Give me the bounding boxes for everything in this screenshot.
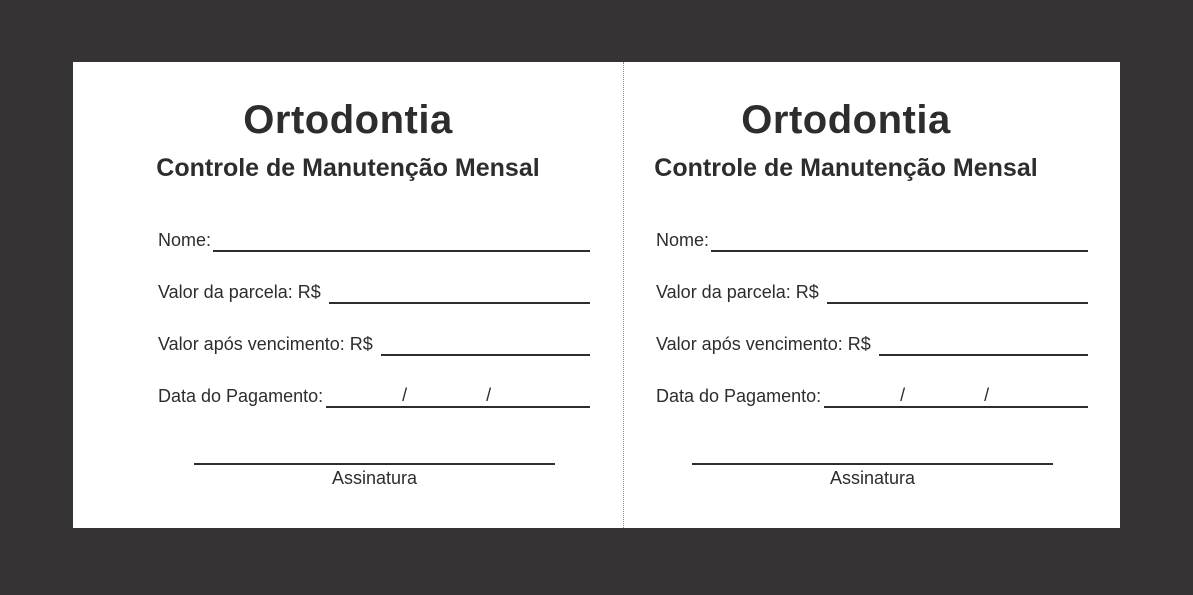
slip-title: Ortodontia bbox=[243, 98, 453, 142]
name-line bbox=[213, 230, 590, 252]
slip-subtitle: Controle de Manutenção Mensal bbox=[654, 154, 1038, 182]
signature-label: Assinatura bbox=[331, 468, 418, 488]
name-field[interactable] bbox=[158, 226, 590, 252]
late-value-line bbox=[879, 334, 1088, 356]
installment-field[interactable] bbox=[158, 278, 590, 304]
late-value-line bbox=[381, 334, 590, 356]
slip-left bbox=[73, 62, 623, 528]
form-sheet bbox=[73, 62, 1120, 528]
name-label: Nome: bbox=[158, 230, 212, 250]
payment-date-line bbox=[824, 384, 1088, 408]
payment-date-field[interactable] bbox=[656, 382, 1088, 408]
installment-field[interactable] bbox=[656, 278, 1088, 304]
late-value-label: Valor após vencimento: R$ bbox=[158, 334, 373, 354]
slip-right bbox=[571, 62, 1121, 528]
payment-date-field[interactable] bbox=[158, 382, 590, 408]
slip-subtitle: Controle de Manutenção Mensal bbox=[156, 154, 540, 182]
signature-line[interactable] bbox=[692, 463, 1053, 465]
installment-label: Valor da parcela: R$ bbox=[656, 282, 819, 302]
date-separator-2: / bbox=[984, 385, 990, 405]
signature-line[interactable] bbox=[194, 463, 555, 465]
late-value-field[interactable] bbox=[656, 330, 1088, 356]
installment-label: Valor da parcela: R$ bbox=[158, 282, 321, 302]
payment-date-line bbox=[326, 384, 590, 408]
name-line bbox=[711, 230, 1088, 252]
installment-line bbox=[827, 282, 1088, 304]
payment-date-label: Data do Pagamento: bbox=[656, 386, 822, 406]
late-value-field[interactable] bbox=[158, 330, 590, 356]
date-separator-1: / bbox=[402, 385, 408, 405]
name-label: Nome: bbox=[656, 230, 710, 250]
payment-date-label: Data do Pagamento: bbox=[158, 386, 324, 406]
signature-label: Assinatura bbox=[829, 468, 916, 488]
date-separator-2: / bbox=[486, 385, 492, 405]
installment-line bbox=[329, 282, 590, 304]
slip-title: Ortodontia bbox=[741, 98, 951, 142]
name-field[interactable] bbox=[656, 226, 1088, 252]
date-separator-1: / bbox=[900, 385, 906, 405]
late-value-label: Valor após vencimento: R$ bbox=[656, 334, 871, 354]
